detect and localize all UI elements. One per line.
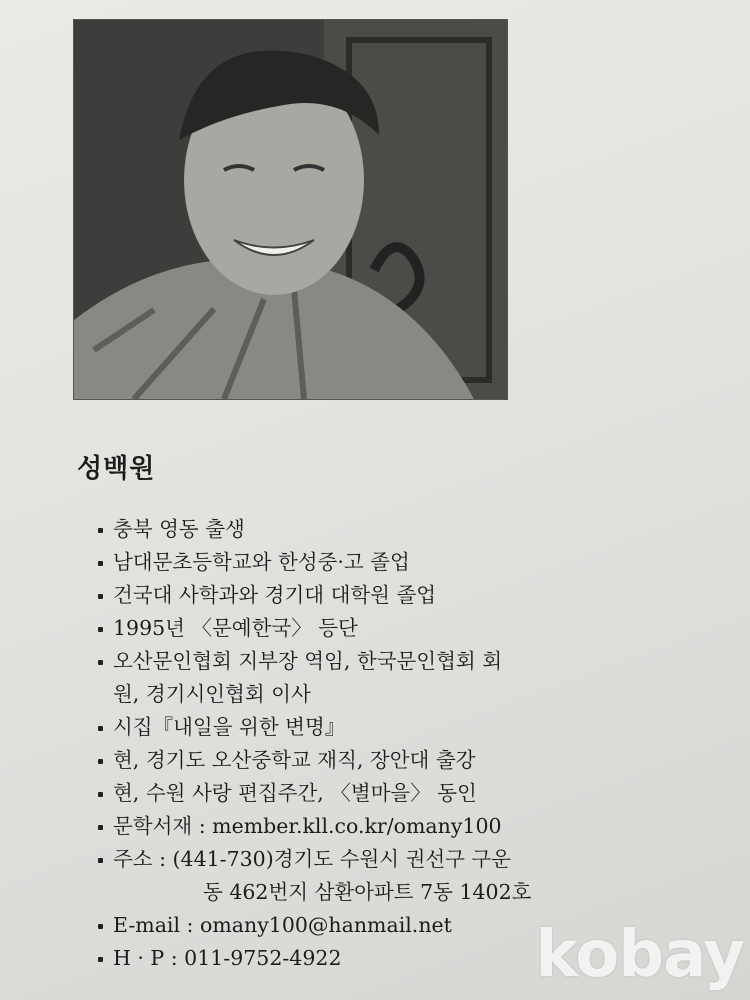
bio-item: 충북 영동 출생: [96, 513, 656, 546]
bio-item: 문학서재 : member.kll.co.kr/omany100: [96, 810, 656, 843]
author-photo: [74, 20, 507, 399]
bio-item: 1995년 〈문예한국〉 등단: [96, 612, 656, 645]
bio-item: H · P : 011-9752-4922: [96, 942, 656, 975]
bio-item: 건국대 사학과와 경기대 대학원 졸업: [96, 579, 656, 612]
bio-item: E-mail : omany100@hanmail.net: [96, 909, 656, 942]
bio-item: 주소 : (441-730)경기도 수원시 권선구 구운 동 462번지 삼환아파트 7동 1402호: [96, 843, 656, 909]
bio-item: 오산문인협회 지부장 역임, 한국문인협회 회 원, 경기시인협회 이사: [96, 645, 656, 711]
watermark-logo: kobay: [535, 918, 744, 992]
bio-item: 시집『내일을 위한 변명』: [96, 711, 656, 744]
author-name: 성백원: [77, 454, 156, 484]
bio-item: 현, 경기도 오산중학교 재직, 장안대 출강: [96, 744, 656, 777]
bio-item-continuation: 원, 경기시인협회 이사: [113, 682, 311, 706]
bio-list: [96, 513, 656, 975]
bio-item-continuation: 동 462번지 삼환아파트 7동 1402호: [203, 880, 532, 904]
bio-item: 남대문초등학교와 한성중·고 졸업: [96, 546, 656, 579]
bio-item: 현, 수원 사랑 편집주간, 〈별마을〉 동인: [96, 777, 656, 810]
